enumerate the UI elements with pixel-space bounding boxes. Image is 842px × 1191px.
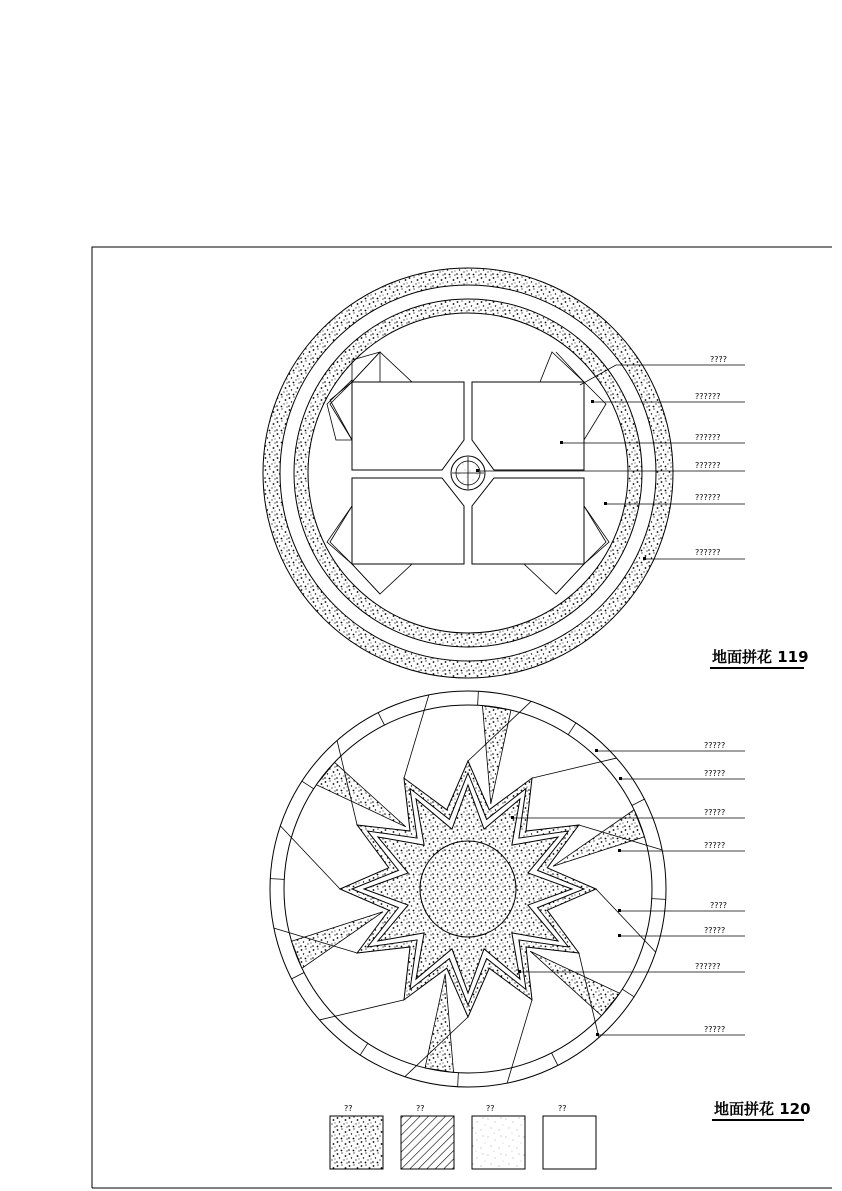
legend-swatch-plain xyxy=(543,1116,596,1169)
callout-120-3: ????? xyxy=(704,808,726,817)
legend-label-4: ?? xyxy=(558,1104,567,1113)
legend-swatch-dense-granite xyxy=(330,1116,383,1169)
legend-label-1: ?? xyxy=(344,1104,353,1113)
callout-120-1: ????? xyxy=(704,741,726,750)
callout-119-2: ?????? xyxy=(695,392,721,401)
legend-label-3: ?? xyxy=(486,1104,495,1113)
callout-119-3: ?????? xyxy=(695,433,721,442)
floor-pattern-120 xyxy=(270,691,811,1120)
center-disc-120 xyxy=(420,841,516,937)
legend-swatch-light-stone xyxy=(472,1116,525,1169)
callout-119-4: ?????? xyxy=(695,461,721,470)
legend-swatch-hatched xyxy=(401,1116,454,1169)
material-legend xyxy=(330,1104,596,1169)
callout-120-7: ?????? xyxy=(695,962,721,971)
callout-120-5: ???? xyxy=(710,901,727,910)
callout-119-1: ???? xyxy=(710,355,727,364)
callout-120-2: ????? xyxy=(704,769,726,778)
callout-120-6: ????? xyxy=(704,926,726,935)
legend-label-2: ?? xyxy=(416,1104,425,1113)
floor-pattern-119 xyxy=(263,268,809,678)
callout-120-8: ????? xyxy=(704,1025,726,1034)
plan-119-title: 地面拼花 119 xyxy=(712,648,809,666)
callout-119-6: ?????? xyxy=(695,548,721,557)
callout-120-4: ????? xyxy=(704,841,726,850)
plan-120-title: 地面拼花 120 xyxy=(714,1100,811,1118)
callout-119-5: ?????? xyxy=(695,493,721,502)
